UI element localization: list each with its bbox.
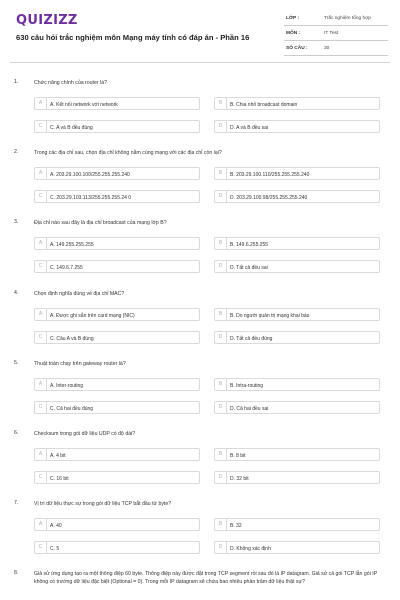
option-text: D. 203.29.100.98/255.255.255.240 <box>230 194 308 201</box>
option-letter: A <box>35 98 47 109</box>
option-letter: B <box>215 379 227 390</box>
option-text: D. 32 bit <box>230 475 249 482</box>
option-d[interactable] <box>214 541 380 554</box>
question-number: 4. <box>14 290 19 296</box>
page-title: 630 câu hỏi trắc nghiệm môn Mạng máy tính có đáp án - Phần 16 <box>16 33 250 42</box>
option-d[interactable] <box>214 331 380 344</box>
option-letter: D <box>215 261 227 272</box>
option-text: D. A và B đều sai <box>230 124 269 131</box>
option-letter: B <box>215 98 227 109</box>
worksheet-header <box>0 0 400 62</box>
option-letter: B <box>215 168 227 179</box>
header-divider <box>10 62 390 63</box>
option-text: D. Không xác định <box>230 545 271 552</box>
option-d[interactable] <box>214 120 380 133</box>
option-text: A. Được ghi sẵn trên card mạng (NIC) <box>50 312 135 319</box>
question-number: 6. <box>14 430 19 436</box>
option-c[interactable] <box>34 120 200 133</box>
question-number: 5. <box>14 360 19 366</box>
question-number: 1. <box>14 79 19 85</box>
meta-value: Trắc nghiệm tổng hợp <box>324 16 371 21</box>
option-letter: D <box>215 121 227 132</box>
option-letter: A <box>35 519 47 530</box>
option-text: C. 149.6.7.255 <box>50 264 83 271</box>
option-b[interactable] <box>214 167 380 180</box>
option-letter: A <box>35 379 47 390</box>
option-letter: D <box>215 191 227 202</box>
meta-value: IT Test <box>324 31 339 36</box>
option-b[interactable] <box>214 97 380 110</box>
question-text: Thuật toán chạy trên gateway router là? <box>34 361 126 367</box>
option-letter: C <box>35 261 47 272</box>
option-c[interactable] <box>34 190 200 203</box>
option-b[interactable] <box>214 448 380 461</box>
option-letter: D <box>215 542 227 553</box>
option-letter: A <box>35 238 47 249</box>
option-b[interactable] <box>214 308 380 321</box>
option-text: A. 203.29.100.100/255.255.255.240 <box>50 171 130 178</box>
meta-row-class <box>284 11 388 26</box>
option-text: C. 16 bit <box>50 475 69 482</box>
question-number: 7. <box>14 500 19 506</box>
option-a[interactable] <box>34 448 200 461</box>
option-a[interactable] <box>34 518 200 531</box>
question-text: Trong các địa chỉ sau, chọn địa chỉ không nằm cùng mạng với các địa chỉ còn lại? <box>34 150 222 156</box>
option-text: B. 149.6.255.255 <box>230 241 269 248</box>
option-text: D. Cả hai đều sai <box>230 405 269 412</box>
option-text: B. 203.29.100.110/255.255.255.240 <box>230 171 310 178</box>
meta-row-count <box>284 41 388 56</box>
option-c[interactable] <box>34 331 200 344</box>
question-text: Giả sử ứng dụng tạo ra một thông điệp 60 byte. Thông điệp này được đặt trong TCP segment rồi sau đó là IP datagram. Giả sử cả gói TCP lẫn gói IP không có trường dữ liệu đặc biệt (Optional = 0). Trong mỗi IP datagram sẽ chứa bao nhiêu phần trăm dữ liệu thật sự? <box>34 571 378 585</box>
option-letter: A <box>35 309 47 320</box>
option-text: D. Tất cả đều sai <box>230 264 268 271</box>
question-number: 8. <box>14 570 19 576</box>
option-letter: C <box>35 402 47 413</box>
option-a[interactable] <box>34 237 200 250</box>
question-text: Vị trí dữ liệu thực sự trong gói dữ liệu TCP bắt đầu từ byte? <box>34 501 172 507</box>
question-text: Chọn định nghĩa đúng về địa chỉ MAC? <box>34 291 125 297</box>
option-text: C. Cả hai đều đúng <box>50 405 94 412</box>
option-letter: B <box>215 519 227 530</box>
question-number: 2. <box>14 149 19 155</box>
option-text: B. 8 bit <box>230 452 246 459</box>
option-letter: D <box>215 402 227 413</box>
meta-key: LỚP : <box>286 16 300 21</box>
question-text: Checksum trong gói dữ liệu UDP có độ dài? <box>34 431 136 437</box>
option-text: C. 5 <box>50 545 60 552</box>
option-letter: B <box>215 238 227 249</box>
meta-key: SỐ CÂU : <box>286 46 308 51</box>
option-letter: C <box>35 542 47 553</box>
option-text: A. 40 <box>50 522 62 529</box>
option-text: B. Intra-routing <box>230 382 264 389</box>
option-text: A. 4 bit <box>50 452 66 459</box>
option-text: B. Do người quản trị mạng khai báo <box>230 312 310 319</box>
question-number: 3. <box>14 219 19 225</box>
option-c[interactable] <box>34 260 200 273</box>
option-c[interactable] <box>34 541 200 554</box>
question-text: Chức năng chính của router là? <box>34 80 107 86</box>
option-b[interactable] <box>214 518 380 531</box>
option-b[interactable] <box>214 378 380 391</box>
option-d[interactable] <box>214 260 380 273</box>
option-d[interactable] <box>214 471 380 484</box>
option-a[interactable] <box>34 97 200 110</box>
option-text: A. 149.255.255.255 <box>50 241 94 248</box>
option-letter: C <box>35 191 47 202</box>
meta-key: MÔN : <box>286 31 301 36</box>
option-letter: A <box>35 449 47 460</box>
option-b[interactable] <box>214 237 380 250</box>
option-letter: A <box>35 168 47 179</box>
option-text: A. Kết nối network với network <box>50 101 118 108</box>
option-text: B. 32 <box>230 522 242 529</box>
option-letter: B <box>215 449 227 460</box>
option-letter: B <box>215 309 227 320</box>
option-a[interactable] <box>34 167 200 180</box>
option-text: C. Câu A và B đúng <box>50 335 94 342</box>
worksheet-meta <box>284 11 388 56</box>
quizizz-logo: QUIZIZZ <box>16 13 78 28</box>
option-d[interactable] <box>214 401 380 414</box>
question-text: Địa chỉ nào sau đây là địa chỉ broadcast của mạng lớp B? <box>34 220 167 226</box>
option-a[interactable] <box>34 378 200 391</box>
option-letter: C <box>35 472 47 483</box>
option-letter: D <box>215 472 227 483</box>
meta-row-subject <box>284 26 388 41</box>
meta-value: 30 <box>324 46 330 51</box>
option-text: D. Tất cả đều đúng <box>230 335 273 342</box>
option-c[interactable] <box>34 401 200 414</box>
option-letter: D <box>215 332 227 343</box>
option-letter: C <box>35 121 47 132</box>
option-text: C. A và B đều đúng <box>50 124 93 131</box>
option-text: A. Inter-routing <box>50 382 84 389</box>
option-text: C. 203.29.103.113/255.255.255.24 0 <box>50 194 132 201</box>
option-c[interactable] <box>34 471 200 484</box>
option-letter: C <box>35 332 47 343</box>
option-a[interactable] <box>34 308 200 321</box>
option-d[interactable] <box>214 190 380 203</box>
option-text: B. Chia nhỏ broadcast domain <box>230 101 298 108</box>
